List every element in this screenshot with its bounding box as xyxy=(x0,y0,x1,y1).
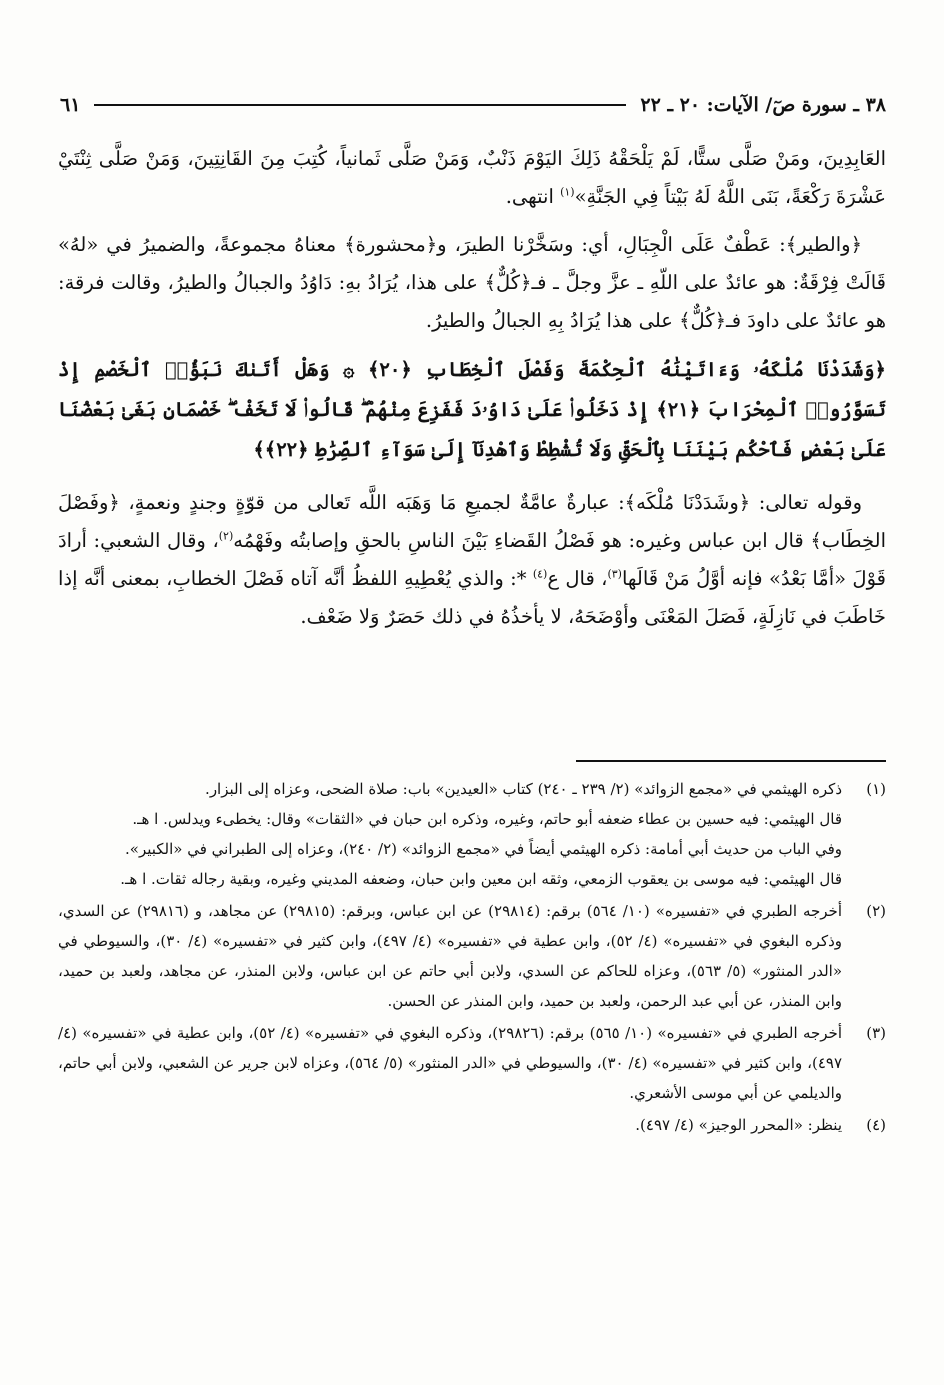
header-rule xyxy=(94,104,626,106)
page-header xyxy=(60,88,886,122)
page-number: ٦١ xyxy=(60,94,81,116)
footnote-separator xyxy=(576,760,886,762)
paragraph-text-a: وقوله تعالى: ﴿وشَدَدْنَا مُلْكَه﴾: عبارةٌ عامَّةٌ لجميعِ مَا وَهَبَه اللَّه تَعالى من قوّةٍ وجندٍ ونعمةٍ، ﴿وفَصْلَ الخِطَاب﴾ قال ابن عباس وغيره: هو فَصْلُ القَضاءِ بَيْنَ الناسِ بالحقِ وإصابتُه وفَهْمُه xyxy=(58,491,887,552)
footnote-line: أخرجه الطبري في «تفسيره» (١٠/ ٥٦٤) برقم: (٢٩٨١٤) عن ابن عباس، وبرقم: (٢٩٨١٥) عن مجاهد، و (٢٩٨١٦) عن السدي، وذكره البغوي في «تفسيره» (٤/ ٥٢)، وابن عطية في «تفسيره» (٤/ ٤٩٧)، وابن كثير في «تفسيره» (٤/ ٣٠)، والسيوطي في «الدر المنثور» (٥/ ٥٦٣)، وعزاه للحاكم عن السدي، ولابن أبي حاتم عن ابن عباس، ولابن المنذر، عن مجاهد، ولعبد بن حميد، وابن المنذر، عن أبي عبد الرحمن، ولعبد بن حميد، وابن المنذر عن الحسن. xyxy=(58,902,843,1010)
footnote-4 xyxy=(58,1110,886,1140)
quran-verse-block: ﴿وَشَدَدْنَا مُلْكَهُۥ وَءَاتَيْنَٰهُ ٱلْحِكْمَةَ وَفَصْلَ ٱلْخِطَابِ ﴿٢٠﴾ ۞ وَهَلْ أَتَىٰكَ نَبَؤُا۟ ٱلْخَصْمِ إِذْ تَسَوَّرُوا۟ ٱلْمِحْرَابَ ﴿٢١﴾ إِذْ دَخَلُوا۟ عَلَىٰ دَاوُۥدَ فَفَزِعَ مِنْهُمْ ۖ قَالُوا۟ لَا تَخَفْ ۖ خَصْمَانِ بَغَىٰ بَعْضُنَا عَلَىٰ بَعْضٍ فَٱحْكُم بَيْنَنَا بِٱلْحَقِّ وَلَا تُشْطِطْ وَٱهْدِنَآ إِلَىٰ سَوَآءِ ٱلصِّرَٰطِ ﴿٢٢﴾﴾ xyxy=(58,358,886,461)
footnotes xyxy=(58,774,886,1142)
footnote-number: (٤) xyxy=(866,1116,886,1134)
running-title: ٣٨ ـ سورة صٓ/ الآيات: ٢٠ ـ ٢٢ xyxy=(640,94,886,116)
footnote-number: (٢) xyxy=(866,902,886,920)
footnote-number: (٣) xyxy=(866,1024,886,1042)
footnote-subline: وفي الباب من حديث أبي أمامة: ذكره الهيثمي أيضاً في «مجمع الزوائد» (٢/ ٢٤٠)، وعزاه إلى الطبراني في «الكبير». xyxy=(125,840,842,858)
footnote-2 xyxy=(58,896,886,1016)
footnote-ref-1[interactable]: (١) xyxy=(560,185,575,199)
paragraph-text: العَابِدِينَ، ومَنْ صَلَّى ستًّا، لَمْ يَلْحَقْهُ ذَلِكَ اليَوْمَ ذَنْبٌ، وَمَنْ صَلَّى ثَمانياً، كُتِبَ مِنَ القَانِتِينَ، وَمَنْ صَلَّى ثِنْتَيْ عَشْرَةَ رَكْعَةً، بَنَى اللَّهُ لَهُ بَيْتاً فِي الجَنَّةِ» xyxy=(58,147,886,208)
footnote-1 xyxy=(58,774,886,894)
footnote-subline: قال الهيثمي: فيه موسى بن يعقوب الزمعي، وثقه ابن معين وابن حبان، وضعفه المديني وغيره، وبقية رجاله ثقات. ا هـ. xyxy=(120,870,842,888)
paragraph-tafsir-tayr: ﴿والطير﴾: عَطْفٌ عَلَى الْجِبَالِ، أي: وسَخَّرْنا الطيرَ، و﴿محشورة﴾ معناهُ مجموعةً، والضميرُ في «لهُ» قَالَتْ فِرْقَةٌ: هو عائدٌ على اللّهِ ـ عزَّ وجلَّ ـ فـ﴿كُلٌّ﴾ على هذا، يُرَادُ بهِ: دَاوُدُ والجبالُ والطيرُ، وقالت فرقة: هو عائدٌ على داودَ فـ﴿كُلٌّ﴾ على هذا يُرَادُ بِهِ الجبالُ والطيرُ. xyxy=(58,233,886,332)
footnote-subline: قال الهيثمي: فيه حسين بن عطاء ضعفه أبو حاتم، وغيره، وذكره ابن حبان في «الثقات» وقال: يخطىء ويدلس. ا هـ. xyxy=(132,810,842,828)
paragraph-text-d: *: والذي يُعْطِيهِ اللفظُ أنَّه آتاه فَصْلَ الخطابِ، بمعنى أنَّه إذا خَاطَبَ في نَازِلَةٍ، فَصَلَ المَعْنَى وأوْضَحَهُ، لا يأخذُهُ في ذلك حَصَرٌ وَلا ضَعْف. xyxy=(58,567,886,628)
paragraph-text-end: انتهى. xyxy=(505,185,561,208)
paragraph-text-b: ، وقال الشعبي: أرادَ قَوْلَ «أمَّا بَعْدُ» فإنه أوَّلُ مَنْ قَالَها xyxy=(58,529,886,590)
paragraph-hadith-end xyxy=(58,140,886,216)
footnote-ref-4[interactable]: (٤) xyxy=(532,567,548,581)
footnote-line: أخرجه الطبري في «تفسيره» (١٠/ ٥٦٥) برقم: (٢٩٨٢٦)، وذكره البغوي في «تفسيره» (٤/ ٥٢)، وابن عطية في «تفسيره» (٤/ ٤٩٧)، وابن كثير في «تفسيره» (٤/ ٣٠)، والسيوطي في «الدر المنثور» (٥/ ٥٦٤)، وعزاه لابن جرير عن الشعبي، ولابن أبي حاتم، والديلمي عن أبي موسى الأشعري. xyxy=(58,1024,843,1102)
paragraph-tafsir-mulk xyxy=(58,484,886,636)
footnote-ref-3[interactable]: (٣) xyxy=(607,567,622,581)
main-text xyxy=(58,140,886,646)
footnote-number: (١) xyxy=(866,780,886,798)
footnote-ref-2[interactable]: (٢) xyxy=(218,529,234,543)
footnote-line: ينظر: «المحرر الوجيز» (٤/ ٤٩٧). xyxy=(635,1116,842,1134)
paragraph-text-c: ، قال ع xyxy=(547,567,608,590)
footnote-line: ذكره الهيثمي في «مجمع الزوائد» (٢/ ٢٣٩ ـ ٢٤٠) كتاب «العيدين» باب: صلاة الضحى، وعزاه إلى البزار. xyxy=(205,780,842,798)
footnote-3 xyxy=(58,1018,886,1108)
